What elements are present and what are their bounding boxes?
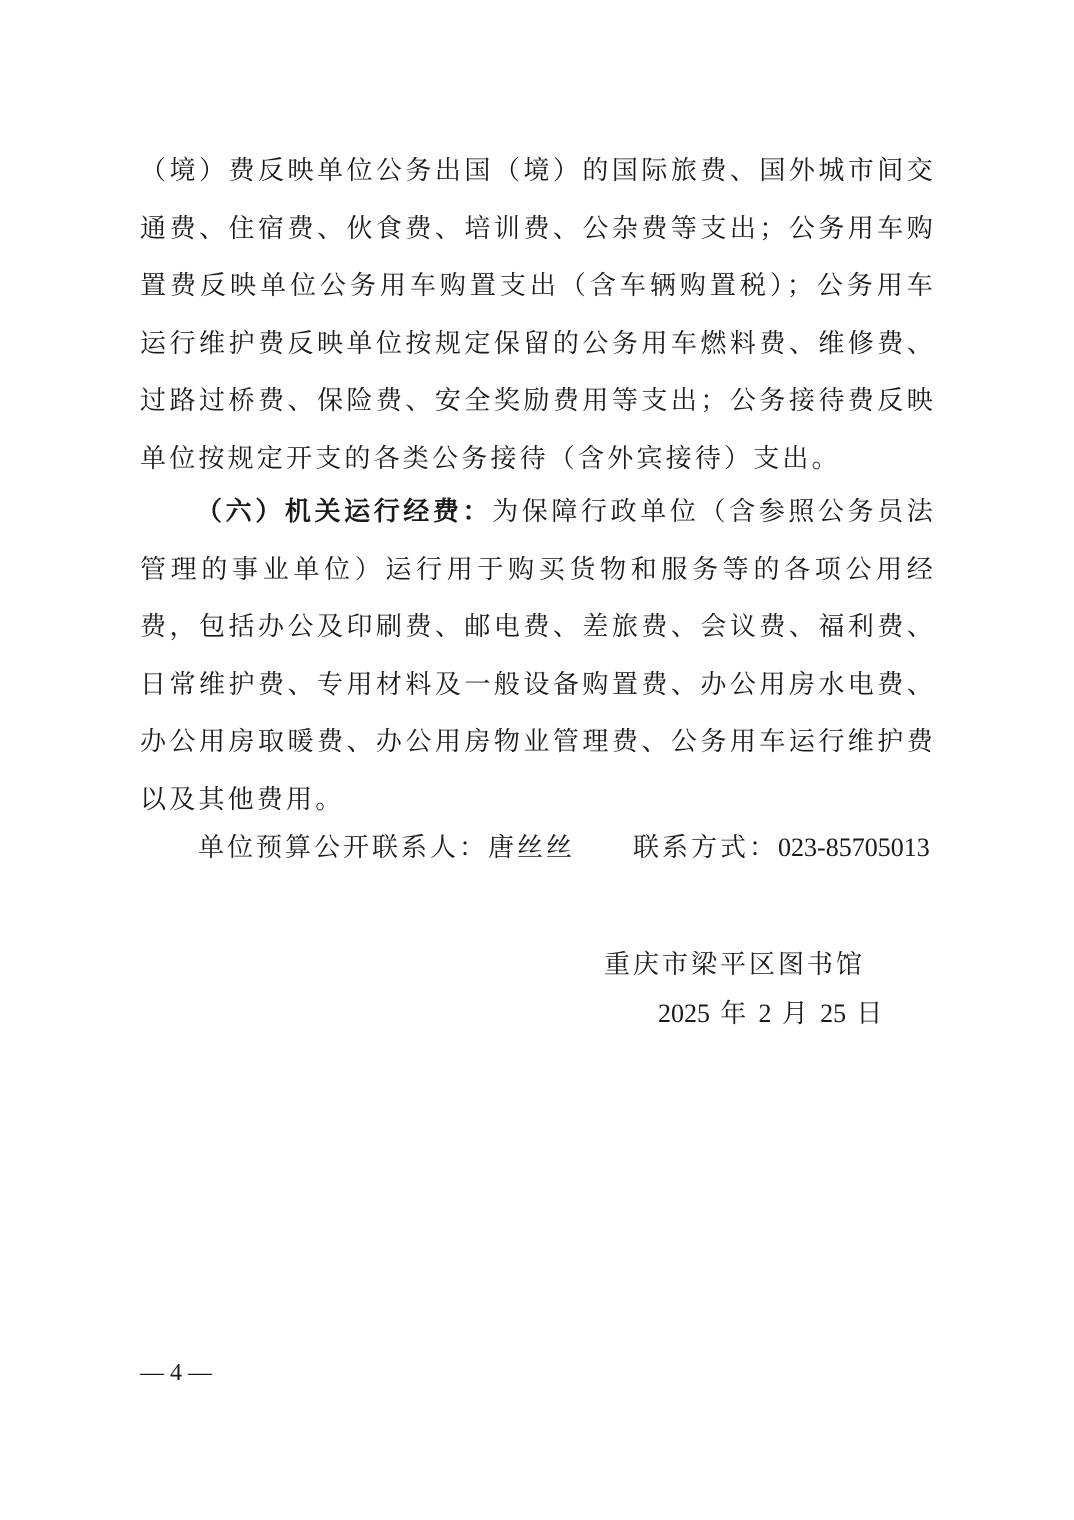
date-month-unit: 月 <box>781 999 810 1029</box>
date-day: 25 <box>820 999 847 1028</box>
organization-name: 重庆市梁平区图书馆 <box>604 950 866 980</box>
contact-phone: 023-85705013 <box>778 833 930 862</box>
date-month: 2 <box>758 999 772 1028</box>
contact-person-name: 唐丝丝 <box>488 833 576 863</box>
operating-expenses-text: 为保障行政单位（含参照公务员法管理的事业单位）运行用于购买货物和服务等的各项公用经费，包括办公及印刷费、邮电费、差旅费、会议费、福利费、日常维护费、专用材料及一般设备购置费、办公用房水电费、办公用房取暖费、办公用房物业管理费、公务用车运行维护费以及其他费用。 <box>140 497 936 815</box>
section-heading-operating-expenses: （六）机关运行经费： <box>196 497 493 527</box>
contact-method-label: 联系方式： <box>633 833 779 863</box>
date-day-unit: 日 <box>856 999 885 1029</box>
page-number: — 4 — <box>140 1360 212 1386</box>
contact-person-label: 单位预算公开联系人： <box>198 833 489 863</box>
signature-date <box>658 992 884 1036</box>
paragraph-operating-expenses <box>140 484 936 829</box>
paragraph-expense-definitions: （境）费反映单位公务出国（境）的国际旅费、国外城市间交通费、住宿费、伙食费、培训费、公杂费等支出；公务用车购置费反映单位公务用车购置支出（含车辆购置税）；公务用车运行维护费反映单位按规定保留的公务用车燃料费、维修费、过路过桥费、保险费、安全奖励费用等支出；公务接待费反映单位按规定开支的各类公务接待（含外宾接待）支出。 <box>140 156 936 474</box>
date-year: 2025 <box>658 999 710 1028</box>
date-year-unit: 年 <box>720 999 749 1029</box>
contact-line <box>198 826 938 870</box>
